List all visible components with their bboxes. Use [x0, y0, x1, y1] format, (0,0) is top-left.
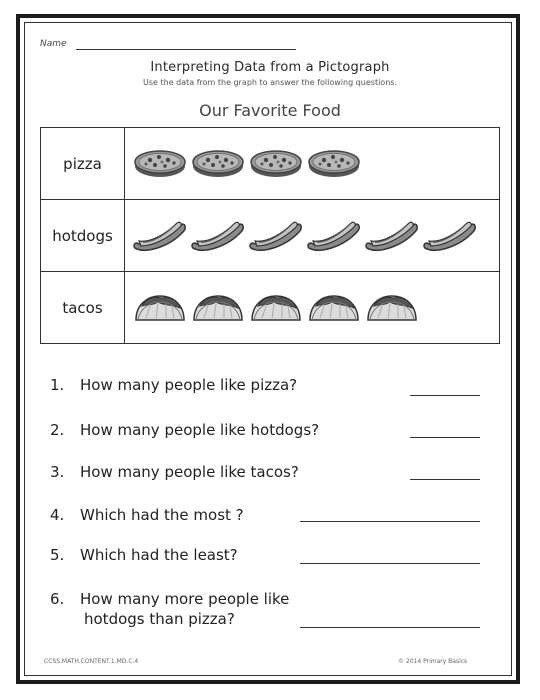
- hotdog-icon: [189, 216, 247, 256]
- question-text: Which had the least?: [80, 546, 238, 564]
- pizza-icon: [305, 144, 363, 184]
- pictograph-row-tacos: [41, 272, 500, 344]
- pizza-icon: [131, 144, 189, 184]
- question-6-continued: hotdogs than pizza?: [84, 610, 235, 628]
- question-text: Which had the most ?: [80, 506, 244, 524]
- question-text: How many more people like: [80, 590, 290, 608]
- answer-line-4[interactable]: [300, 521, 480, 522]
- answer-line-5[interactable]: [300, 563, 480, 564]
- name-line[interactable]: [76, 49, 296, 50]
- question-2: [50, 421, 319, 439]
- taco-icon: [305, 288, 363, 328]
- question-number: 3.: [50, 463, 65, 481]
- icon-row: [125, 128, 499, 199]
- standard-code: CCSS.MATH.CONTENT.1.MD.C.4: [44, 658, 139, 665]
- hotdog-icon: [421, 216, 479, 256]
- row-label: pizza: [41, 128, 125, 200]
- question-text: How many people like hotdogs?: [80, 421, 320, 439]
- answer-line-6[interactable]: [300, 627, 480, 628]
- question-3: [50, 463, 299, 481]
- pizza-icon: [247, 144, 305, 184]
- worksheet-title: Interpreting Data from a Pictograph: [150, 60, 390, 75]
- worksheet-instructions: Use the data from the graph to answer the following questions.: [143, 78, 397, 87]
- answer-line-3[interactable]: [410, 479, 480, 480]
- question-text: How many people like pizza?: [80, 376, 298, 394]
- question-6: [50, 590, 289, 608]
- name-label: Name: [40, 39, 67, 49]
- question-1: [50, 376, 297, 394]
- pictograph-title: Our Favorite Food: [199, 101, 341, 120]
- question-number: 5.: [50, 546, 65, 564]
- hotdog-icon: [247, 216, 305, 256]
- pictograph-table: [40, 127, 500, 344]
- question-5: [50, 546, 238, 564]
- row-label: tacos: [41, 272, 125, 344]
- icon-row: [125, 272, 499, 343]
- pictograph-row-pizza: [41, 128, 500, 200]
- taco-icon: [131, 288, 189, 328]
- answer-line-1[interactable]: [410, 395, 480, 396]
- question-4: [50, 506, 244, 524]
- question-number: 4.: [50, 506, 65, 524]
- question-number: 6.: [50, 590, 65, 608]
- worksheet-inner-border: [24, 22, 512, 676]
- pizza-icon: [189, 144, 247, 184]
- question-number: 1.: [50, 376, 65, 394]
- pictograph-row-hotdogs: [41, 200, 500, 272]
- icon-row: [125, 200, 499, 271]
- copyright-text: © 2014 Primary Basics: [398, 658, 468, 665]
- question-number: 2.: [50, 421, 65, 439]
- question-text: How many people like tacos?: [80, 463, 299, 481]
- taco-icon: [189, 288, 247, 328]
- hotdog-icon: [305, 216, 363, 256]
- hotdog-icon: [363, 216, 421, 256]
- taco-icon: [247, 288, 305, 328]
- taco-icon: [363, 288, 421, 328]
- answer-line-2[interactable]: [410, 437, 480, 438]
- row-label: hotdogs: [41, 200, 125, 272]
- hotdog-icon: [131, 216, 189, 256]
